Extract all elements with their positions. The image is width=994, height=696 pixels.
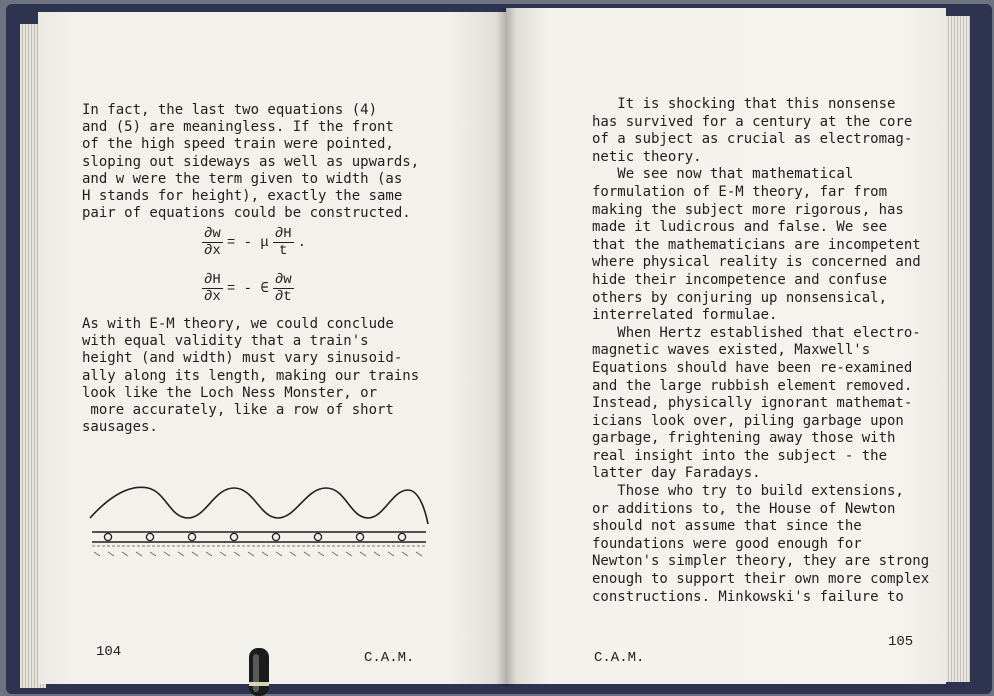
- eq1-lhs-numerator: ∂w: [204, 226, 221, 242]
- footer-initials-left: C.A.M.: [364, 650, 415, 666]
- eq1-rhs-denominator: t: [279, 243, 288, 259]
- eq1-lhs-denominator: ∂x: [204, 243, 221, 259]
- train-wheels: [104, 533, 405, 540]
- eq2-operator: = - ∈: [226, 281, 269, 297]
- sinusoidal-train-illustration: [88, 484, 430, 566]
- pen-clip-icon: [246, 648, 272, 696]
- page-number-left: 104: [96, 644, 122, 660]
- eq1-rhs-numerator: ∂H: [274, 226, 292, 242]
- train-sinusoid-outline: [90, 487, 428, 524]
- ground-hatching: [94, 552, 422, 556]
- book-gutter: [496, 8, 516, 686]
- eq1-operator: = - μ: [226, 234, 269, 251]
- eq2-lhs-numerator: ∂H: [204, 272, 221, 288]
- eq2-lhs-denominator: ∂x: [204, 289, 221, 305]
- train-wheel: [230, 533, 237, 540]
- eq2-rhs-numerator: ∂w: [274, 272, 292, 288]
- train-wheel: [104, 533, 111, 540]
- left-paragraph-2: As with E-M theory, we could conclude with equal validity that a train's height (and width) must vary sinusoid- ally along its length, making our trains look like the Loch Ness Monster, or more accurately, like a row of short sausages.: [82, 316, 420, 436]
- page-number-right: 105: [888, 634, 914, 650]
- left-paragraph-1: In fact, the last two equations (4) and (5) are meaningless. If the front of the high speed train were pointed, sloping out sideways as well as upwards, and w were the term given to width (as H stands for height), exactly the same pair of equations could be constructed.: [82, 102, 420, 222]
- train-wheel: [356, 533, 363, 540]
- train-wheel: [398, 533, 405, 540]
- train-wheel: [188, 533, 195, 540]
- footer-initials-right: C.A.M.: [594, 650, 645, 666]
- equation-2: [202, 272, 294, 305]
- train-wheel: [272, 533, 279, 540]
- eq1-trailing-mark: .: [297, 234, 307, 251]
- train-wheel: [314, 533, 321, 540]
- right-page-text: It is shocking that this nonsense has survived for a century at the core of a subject as crucial as electromag- netic theory. We see now that mathematical formulation of E-M theory, far from making the subject more rigorous, has made it ludicrous and false. We see that the mathematicians are incompetent where physical reality is concerned and hide their incompetence and confuse others by conjuring up nonsensical, interrelated formulae. When Hertz established that electro- magnetic waves existed, Maxwell's Equations should have been re-examined and the large rubbish element removed. Instead, physically ignorant mathemat- icians look over, piling garbage upon garbage, frightening away those with real insight into the subject - the latter day Faradays. Those who try to build extensions, or additions to, the House of Newton should not assume that since the foundations were good enough for Newton's simpler theory, they are strong enough to support their own more complex constructions. Minkowski's failure to: [592, 96, 930, 605]
- eq2-rhs-denominator: ∂t: [274, 289, 292, 305]
- train-wheel: [146, 533, 153, 540]
- equation-1: [202, 226, 310, 259]
